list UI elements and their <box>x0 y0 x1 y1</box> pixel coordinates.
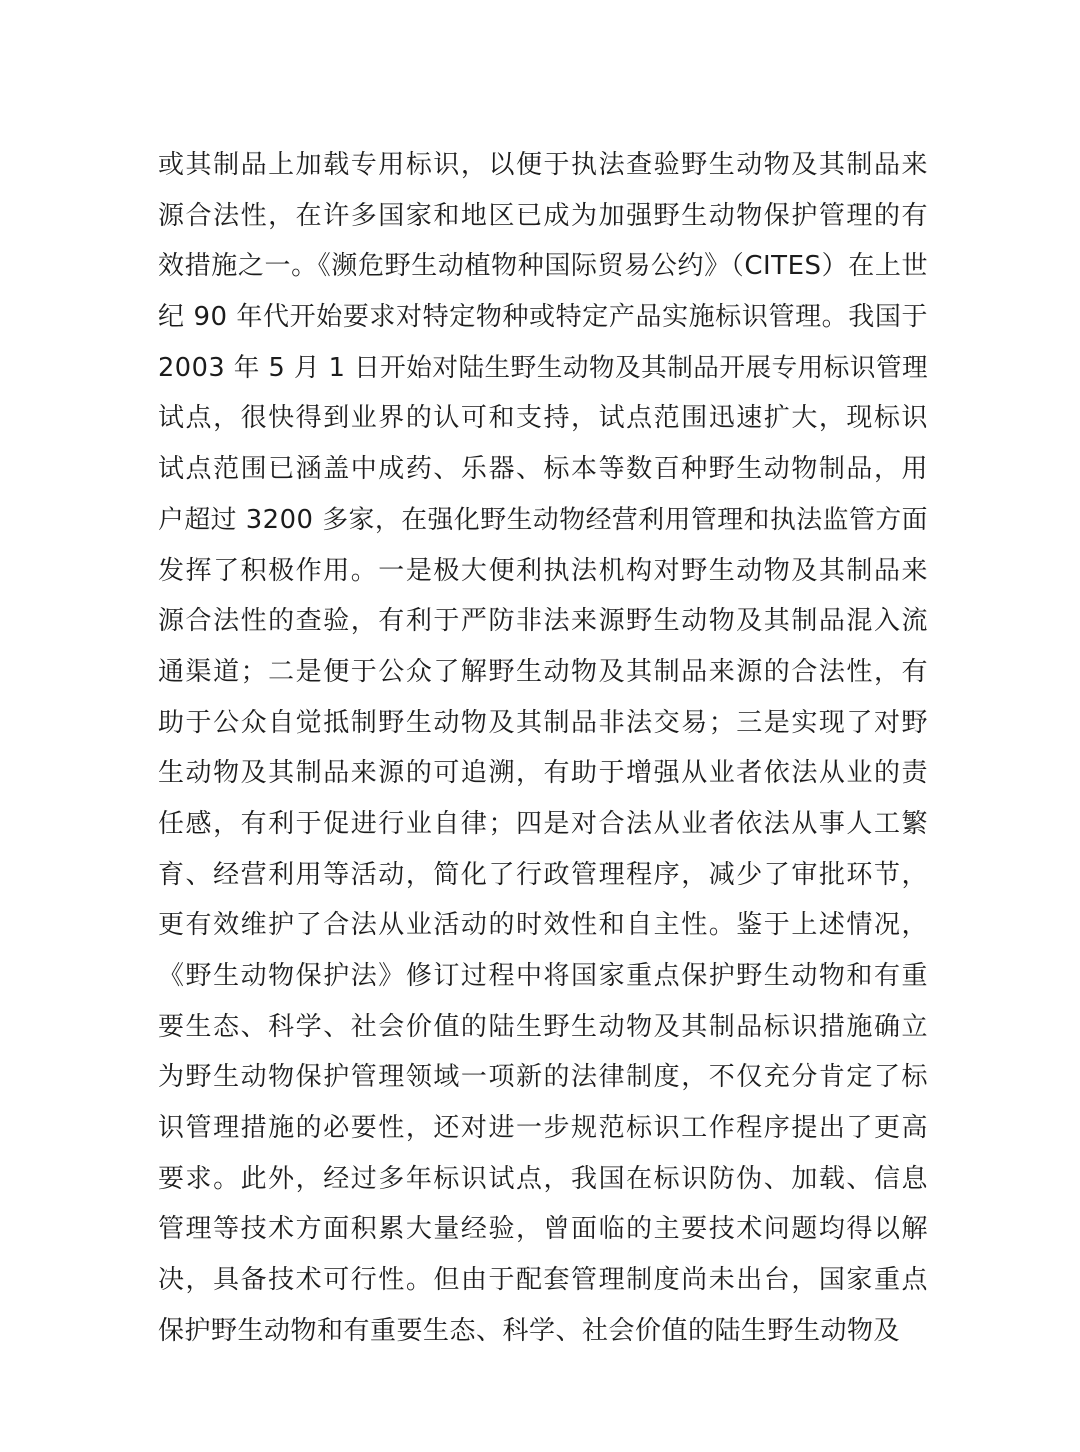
text-line-8: 户超过 3200 多家，在强化野生动物经营利用管理和执法监管方面 <box>158 504 928 535</box>
text-line-22: 管理等技术方面积累大量经验，曾面临的主要技术问题均得以解 <box>158 1214 928 1245</box>
text-line-4: 纪 90 年代开始要求对特定物种或特定产品实施标识管理。我国于 <box>158 302 928 333</box>
text-line-7: 试点范围已涵盖中成药、乐器、标本等数百种野生动物制品，用 <box>158 454 928 485</box>
text-line-23: 决，具备技术可行性。但由于配套管理制度尚未出台，国家重点 <box>158 1265 928 1296</box>
text-line-10: 源合法性的查验，有利于严防非法来源野生动物及其制品混入流 <box>158 606 928 637</box>
text-line-12: 助于公众自觉抵制野生动物及其制品非法交易；三是实现了对野 <box>158 707 928 738</box>
text-line-20: 识管理措施的必要性，还对进一步规范标识工作程序提出了更高 <box>158 1113 928 1144</box>
text-line-19: 为野生动物保护管理领域一项新的法律制度，不仅充分肯定了标 <box>158 1062 928 1093</box>
text-line-11: 通渠道；二是便于公众了解野生动物及其制品来源的合法性，有 <box>158 656 928 687</box>
text-line-13: 生动物及其制品来源的可追溯，有助于增强从业者依法从业的责 <box>158 758 928 789</box>
text-line-24: 保护野生动物和有重要生态、科学、社会价值的陆生野生动物及 <box>158 1315 901 1346</box>
text-line-15: 育、经营利用等活动，简化了行政管理程序，减少了审批环节， <box>158 859 928 890</box>
text-line-3: 效措施之一。《濒危野生动植物种国际贸易公约》（CITES）在上世 <box>158 251 928 282</box>
text-line-21: 要求。此外，经过多年标识试点，我国在标识防伪、加载、信息 <box>158 1163 928 1194</box>
text-line-2: 源合法性，在许多国家和地区已成为加强野生动物保护管理的有 <box>158 200 928 231</box>
text-line-9: 发挥了积极作用。一是极大便利执法机构对野生动物及其制品来 <box>158 555 928 586</box>
text-line-6: 试点，很快得到业界的认可和支持，试点范围迅速扩大，现标识 <box>158 403 928 434</box>
text-line-5: 2003 年 5 月 1 日开始对陆生野生动物及其制品开展专用标识管理 <box>158 352 929 383</box>
text-line-1: 或其制品上加载专用标识，以便于执法查验野生动物及其制品来 <box>158 150 928 180</box>
text-line-17: 《野生动物保护法》修订过程中将国家重点保护野生动物和有重 <box>158 961 928 991</box>
body-paragraph <box>158 140 928 1357</box>
text-line-18: 要生态、科学、社会价值的陆生野生动物及其制品标识措施确立 <box>158 1011 928 1042</box>
text-line-14: 任感，有利于促进行业自律；四是对合法从业者依法从事人工繁 <box>158 808 928 839</box>
text-line-16: 更有效维护了合法从业活动的时效性和自主性。鉴于上述情况， <box>158 910 928 941</box>
